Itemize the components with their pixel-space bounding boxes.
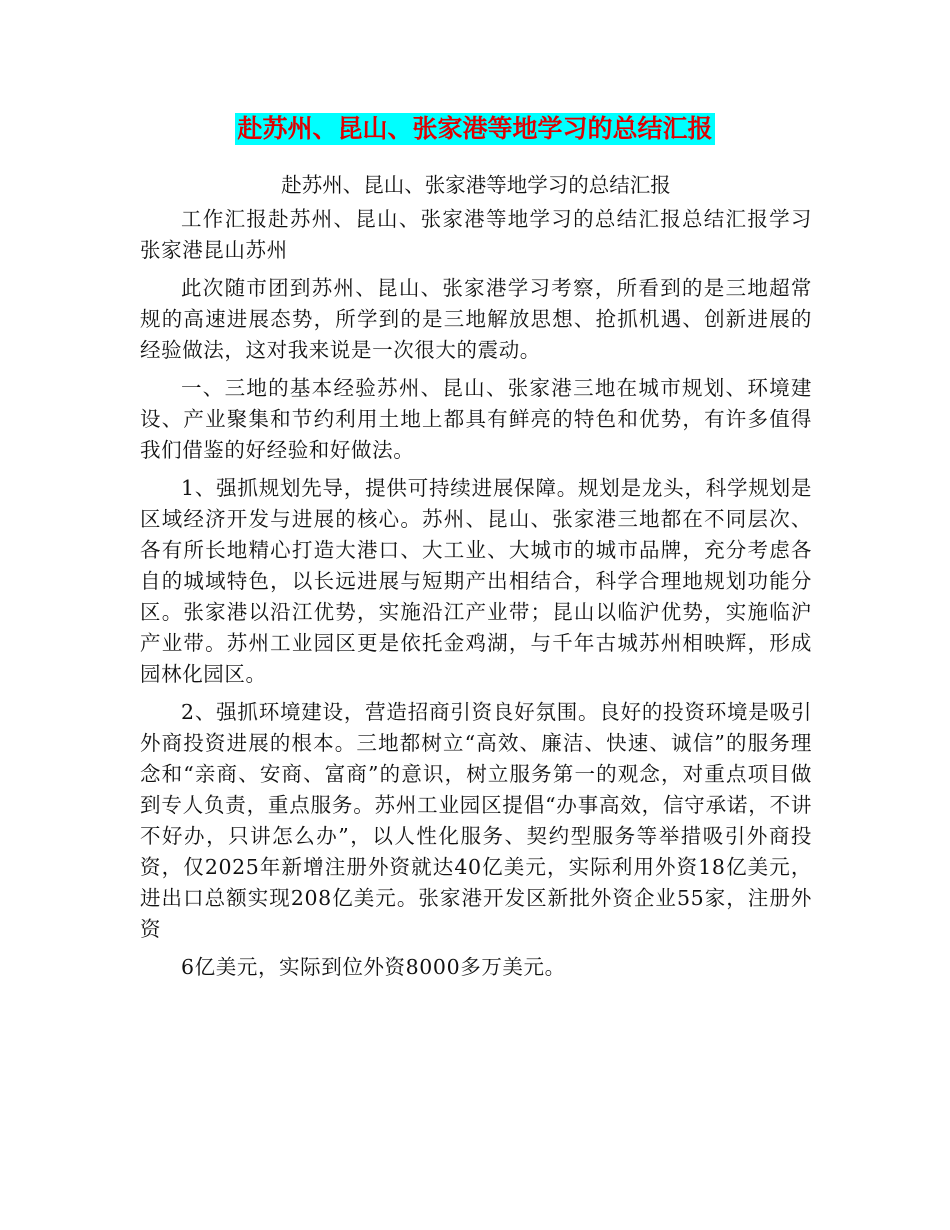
paragraph-intro: 此次随市团到苏州、昆山、张家港学习考察，所看到的是三地超常规的高速进展态势，所学到的是三地解放思想、抢抓机遇、创新进展的经验做法，这对我来说是一次很大的震动。 xyxy=(140,276,812,362)
document-title: 赴苏州、昆山、张家港等地学习的总结汇报 xyxy=(237,114,713,143)
paragraph-investment: 6亿美元，实际到位外资8000多万美元。 xyxy=(181,955,566,979)
document-subtitle: 赴苏州、昆山、张家港等地学习的总结汇报 xyxy=(281,173,671,197)
paragraph-section-one: 一、三地的基本经验苏州、昆山、张家港三地在城市规划、环境建设、产业聚集和节约利用土地上都具有鲜亮的特色和优势，有许多值得我们借鉴的好经验和好做法。 xyxy=(140,376,812,462)
paragraph-environment: 2、强抓环境建设，营造招商引资良好氛围。良好的投资环境是吸引外商投资进展的根本。三地都树立“高效、廉洁、快速、诚信”的服务理念和“亲商、安商、富商”的意识，树立服务第一的观念，对重点项目做到专人负责，重点服务。苏州工业园区提倡“办事高效，信守承诺，不讲不好办，只讲怎么办”，以人性化服务、契约型服务等举措吸引外商投资，仅2025年新增注册外资就达40亿美元，实际利用外资18亿美元，进出口总额实现208亿美元。张家港开发区新批外资企业55家，注册外资 xyxy=(140,700,812,941)
title-container xyxy=(0,113,950,145)
paragraph-keywords: 工作汇报赴苏州、昆山、张家港等地学习的总结汇报总结汇报学习张家港昆山苏州 xyxy=(140,207,812,262)
paragraph-planning: 1、强抓规划先导，提供可持续进展保障。规划是龙头，科学规划是区域经济开发与进展的核心。苏州、昆山、张家港三地都在不同层次、各有所长地精心打造大港口、大工业、大城市的城市品牌，充分考虑各自的城域特色，以长远进展与短期产出相结合，科学合理地规划功能分区。张家港以沿江优势，实施沿江产业带；昆山以临沪优势，实施临沪产业带。苏州工业园区更是依托金鸡湖，与千年古城苏州相映辉，形成园林化园区。 xyxy=(140,476,812,686)
document-body xyxy=(140,170,812,990)
